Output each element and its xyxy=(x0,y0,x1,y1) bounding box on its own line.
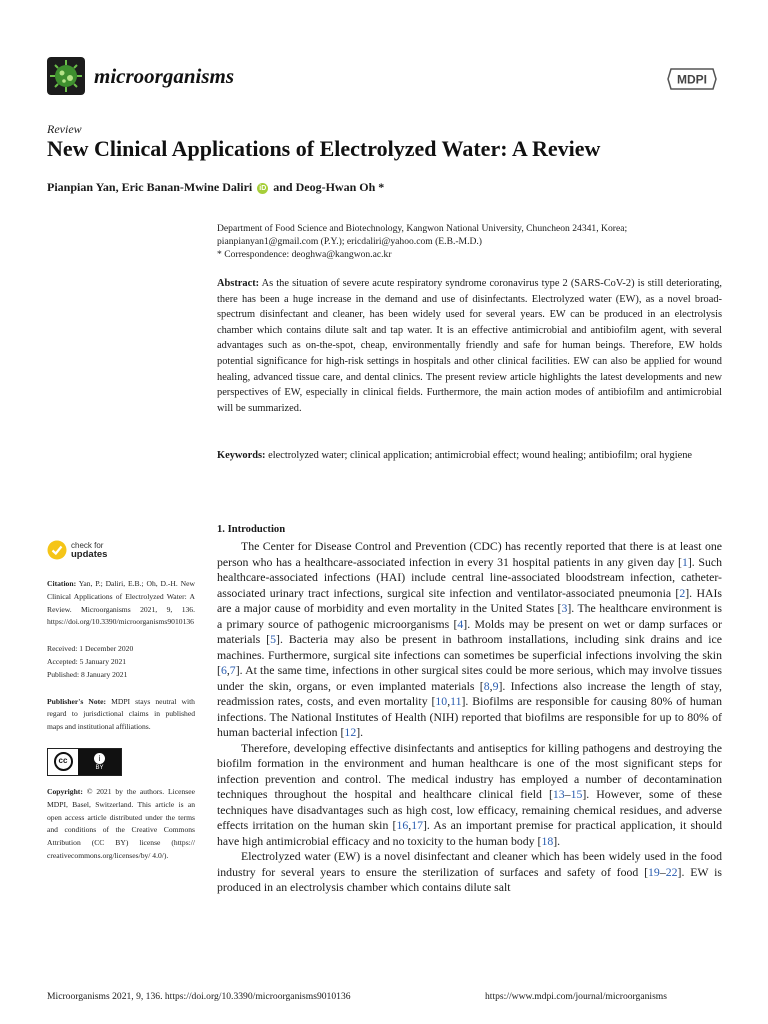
citation-ref-link[interactable]: 13 xyxy=(552,787,565,801)
keywords xyxy=(217,448,722,464)
publishers-note-text: MDPI stays neutral with regard to jurisdictional claims in published maps and institutional affiliations. xyxy=(47,696,195,732)
citation-ref-link[interactable]: 12 xyxy=(344,725,357,739)
citation-ref-link[interactable]: 3 xyxy=(561,601,568,615)
attribution-icon: i xyxy=(94,753,105,764)
affiliation-block xyxy=(217,222,722,261)
citation-label: Citation: xyxy=(47,579,77,588)
citation-ref-link[interactable]: 1 xyxy=(681,554,688,569)
check-updates-line1: check for xyxy=(71,541,104,550)
body-paragraph: The Center for Disease Control and Prevention (CDC) has recently reported that there is at least one person who has a healthcare-associated infection in every 31 hospital patients in any given day [1]. Such healthcare-associated infections (HAI) include central line-associated bloodstream infection, catheter-associated urinary tract infections, surgical site infection and ventilator-associated pneumonia [2]. HAIs are a major cause of morbidity and even mortality in the United States [3]. The healthcare environment is a primary source of pathogenic microorganisms [4]. Molds may be present on wet or damp surfaces or materials [5]. Bacteria may also be present in bathroom installations, including sink drains and ice machines. Furthermore, surgical site infections can sometimes be superficial infections involving the skin [6,7]. At the same time, infections in other surgical sites could be more serious, which may involve tissues under the skin, organs, or even implanted materials [8,9]. Infections also increase the length of stay, readmission rates, costs, and even mortality [10,11]. Biofilms are responsible for causing 80% of human infections. The National Institutes of Health (NIH) reported that biofilms are responsible for up to 80% of human bacterial infection [12]. xyxy=(217,539,723,739)
body-paragraph: Electrolyzed water (EW) is a novel disinfectant and cleaner which has been widely used in the food industry for several years to ensure the sterilization of surfaces and safety of food [19–22]. EW is produced in an electrolysis chamber which contains dilute salt xyxy=(217,849,723,894)
keywords-label: Keywords: xyxy=(217,450,266,461)
abstract xyxy=(217,276,722,416)
citation-ref-link[interactable]: 8 xyxy=(483,678,490,693)
authors-last: and Deog-Hwan Oh * xyxy=(273,180,385,194)
citation-ref-link[interactable]: 10 xyxy=(435,694,448,708)
cc-icon: cc xyxy=(54,752,73,771)
citation-ref-link[interactable]: 18 xyxy=(541,833,554,848)
citation-ref-link[interactable]: 7 xyxy=(229,663,236,677)
sidebar xyxy=(47,540,195,877)
correspondence-line: * Correspondence: deoghwa@kangwon.ac.kr xyxy=(217,249,392,260)
citation-ref-link[interactable]: 19 xyxy=(648,864,660,879)
copyright-text: © 2021 by the authors. Licensee MDPI, Basel, Switzerland. This article is an open access article distributed under the terms and conditions of the Creative Commons Attribution (CC BY) license (https:// creativecommons.org/licenses/by/ 4.0/). xyxy=(47,786,195,860)
body-paragraph: Therefore, developing effective disinfectants and antiseptics for killing pathogens and destroying the biofilm formation in the environment and human healthcare is one of the most significant steps for infection prevention and control. The medical industry has employed a number of decontamination techniques throughout the hospital and healthcare clinical field [13–15]. However, some of these techniques have disadvantages such as high cost, low efficacy, remaining chemical residues, and adverse effects irritation on the human skin [16,17]. As an important premise for practical application, it should have high antimicrobial efficacy and no toxicity to the human body [18]. xyxy=(217,740,722,848)
citation-text: Yan, P.; Daliri, E.B.; Oh, D.-H. New Clinical Applications of Electrolyzed Water: A Review. Microorganisms 2021, 9, 136. https://doi.org/10.3390/microorganisms9010136 xyxy=(47,579,195,627)
affiliation-line: Department of Food Science and Biotechnology, Kangwon National University, Chuncheon 24341, Korea; xyxy=(217,223,628,234)
publishers-note-label: Publisher's Note: xyxy=(47,696,107,706)
check-updates-line2: updates xyxy=(71,549,108,560)
article-title: New Clinical Applications of Electrolyzed Water: A Review xyxy=(47,136,601,161)
check-updates-icon xyxy=(47,540,67,560)
cc-by-license-badge[interactable] xyxy=(47,748,122,776)
citation-ref-link[interactable]: 11 xyxy=(450,694,462,708)
received-date: Received: 1 December 2020 xyxy=(47,644,134,654)
citation-ref-link[interactable]: 16 xyxy=(396,818,409,832)
abstract-text: As the situation of severe acute respiratory syndrome coronavirus type 2 (SARS-CoV-2) is still deteriorating, there has been a huge increase in the demand and use of disinfectants. Electrolyzed water (EW), as a novel broad-spectrum disinfectant and cleaner, has been widely used for several years. EW can be produced in an electrolysis chamber which contains dilute salt and tap water. It is an effective antimicrobial and antibiofilm agent, with several advantages such as on-the-spot, cheap, environmentally friendly and safe for human beings. Therefore, EW holds potential significance for high-risk settings in hospitals and other clinical facilities. EW can also be applied for wound healing, advanced tissue care, and dental clinics. The present review article highlights the latest developments and new perspectives of EW, especially in clinical fields. Furthermore, the main action modes of antibiofilm and antimicrobial will be summarized. xyxy=(217,278,722,414)
authors-first: Pianpian Yan, Eric Banan-Mwine Daliri xyxy=(47,180,253,194)
mdpi-logo-icon xyxy=(667,68,717,90)
abstract-label: Abstract: xyxy=(217,278,260,289)
published-date: Published: 8 January 2021 xyxy=(47,669,128,679)
journal-logo-icon xyxy=(47,57,85,95)
citation-ref-link[interactable]: 22 xyxy=(665,864,678,879)
citation-ref-link[interactable]: 2 xyxy=(679,585,686,600)
citation-ref-link[interactable]: 5 xyxy=(270,632,277,646)
article-type: Review xyxy=(47,122,82,136)
footer-citation: Microorganisms 2021, 9, 136. https://doi.org/10.3390/microorganisms9010136 xyxy=(47,991,351,1002)
publisher-logo xyxy=(667,68,717,95)
citation-ref-link[interactable]: 4 xyxy=(457,616,464,631)
footer-journal-url[interactable]: https://www.mdpi.com/journal/microorganisms xyxy=(485,991,667,1002)
main-body xyxy=(217,524,722,896)
journal-name: microorganisms xyxy=(94,64,235,88)
publisher-name: MDPI xyxy=(677,72,707,87)
by-label: BY xyxy=(95,764,104,771)
check-for-updates-button[interactable] xyxy=(47,540,195,560)
section-heading-introduction: 1. Introduction xyxy=(217,524,286,535)
affiliation-emails: pianpianyan1@gmail.com (P.Y.); ericdaliri@yahoo.com (E.B.-M.D.) xyxy=(217,236,483,247)
copyright-label: Copyright: xyxy=(47,786,83,796)
keywords-text: electrolyzed water; clinical application; antimicrobial effect; wound healing; antibiofilm; oral hygiene xyxy=(268,450,693,461)
citation-ref-link[interactable]: 9 xyxy=(492,678,499,693)
citation-ref-link[interactable]: 17 xyxy=(411,818,423,832)
copyright-block xyxy=(47,786,195,863)
citation-ref-link[interactable]: 15 xyxy=(570,787,583,801)
author-list xyxy=(47,180,384,195)
citation-ref-link[interactable]: 6 xyxy=(220,663,227,677)
dates-block xyxy=(47,643,195,681)
citation-block xyxy=(47,578,195,629)
publishers-note xyxy=(47,696,195,734)
accepted-date: Accepted: 5 January 2021 xyxy=(47,656,127,666)
orcid-icon[interactable]: iD xyxy=(259,185,267,192)
